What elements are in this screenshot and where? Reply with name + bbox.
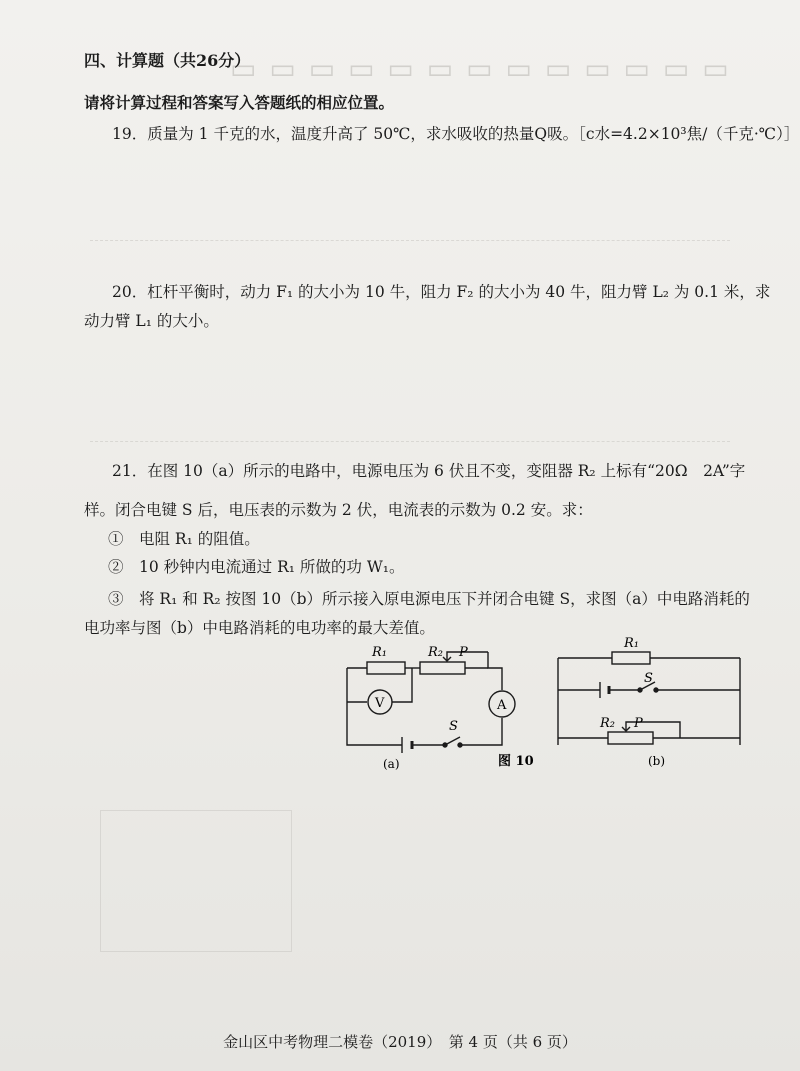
question-21-item-1: ① 电阻 R₁ 的阻值。 bbox=[108, 530, 260, 548]
question-21-item-3: ③ 将 R₁ 和 R₂ 按图 10（b）所示接入原电源电压下并闭合电键 S，求图（a）中电路消耗的 bbox=[108, 590, 750, 608]
label-s-a: S bbox=[449, 719, 458, 734]
rheostat-r2-b bbox=[608, 732, 653, 744]
section-title: 四、计算题（共26分） bbox=[84, 51, 251, 70]
question-19: 19．质量为 1 千克的水，温度升高了 50℃，求水吸收的热量Q吸。［c水=4.2×10³焦/（千克·℃）］ bbox=[112, 125, 800, 143]
question-21-item-3-cont: 电功率与图（b）中电路消耗的电功率的最大差值。 bbox=[84, 619, 435, 637]
label-r1-a: R₁ bbox=[372, 645, 387, 660]
label-r2-a: R₂ bbox=[428, 645, 443, 660]
label-r2-b: R₂ bbox=[600, 716, 615, 731]
question-21-line-1: 21．在图 10（a）所示的电路中，电源电压为 6 伏且不变，变阻器 R₂ 上标有“20Ω 2A”字 bbox=[112, 462, 746, 480]
question-20-line-1: 20．杠杆平衡时，动力 F₁ 的大小为 10 牛，阻力 F₂ 的大小为 40 牛，阻力臂 L₂ 为 0.1 米，求 bbox=[112, 283, 771, 301]
question-20-line-2: 动力臂 L₁ 的大小。 bbox=[84, 312, 219, 330]
label-ammeter: A bbox=[497, 698, 507, 713]
page-footer: 金山区中考物理二模卷（2019） 第 4 页（共 6 页） bbox=[223, 1033, 577, 1051]
label-fig-a: (a) bbox=[383, 757, 400, 771]
question-21-item-2: ② 10 秒钟内电流通过 R₁ 所做的功 W₁。 bbox=[108, 558, 405, 576]
label-fig-b: (b) bbox=[648, 754, 666, 768]
label-r1-b: R₁ bbox=[624, 636, 639, 651]
label-voltmeter: V bbox=[375, 696, 385, 711]
figure-caption: 图 10 bbox=[498, 754, 534, 769]
section-instruction: 请将计算过程和答案写入答题纸的相应位置。 bbox=[84, 93, 395, 112]
label-p-a: P bbox=[459, 645, 468, 660]
resistor-r1-b bbox=[612, 652, 650, 664]
question-21-line-2: 样。闭合电键 S 后，电压表的示数为 2 伏，电流表的示数为 0.2 安。求： bbox=[84, 501, 593, 519]
label-s-b: S bbox=[644, 671, 653, 686]
label-p-b: P bbox=[634, 716, 643, 731]
bleed-through-title: ▭ ▭ ▭ ▭ ▭ ▭ ▭ ▭ ▭ ▭ ▭ ▭ ▭ bbox=[230, 52, 731, 85]
